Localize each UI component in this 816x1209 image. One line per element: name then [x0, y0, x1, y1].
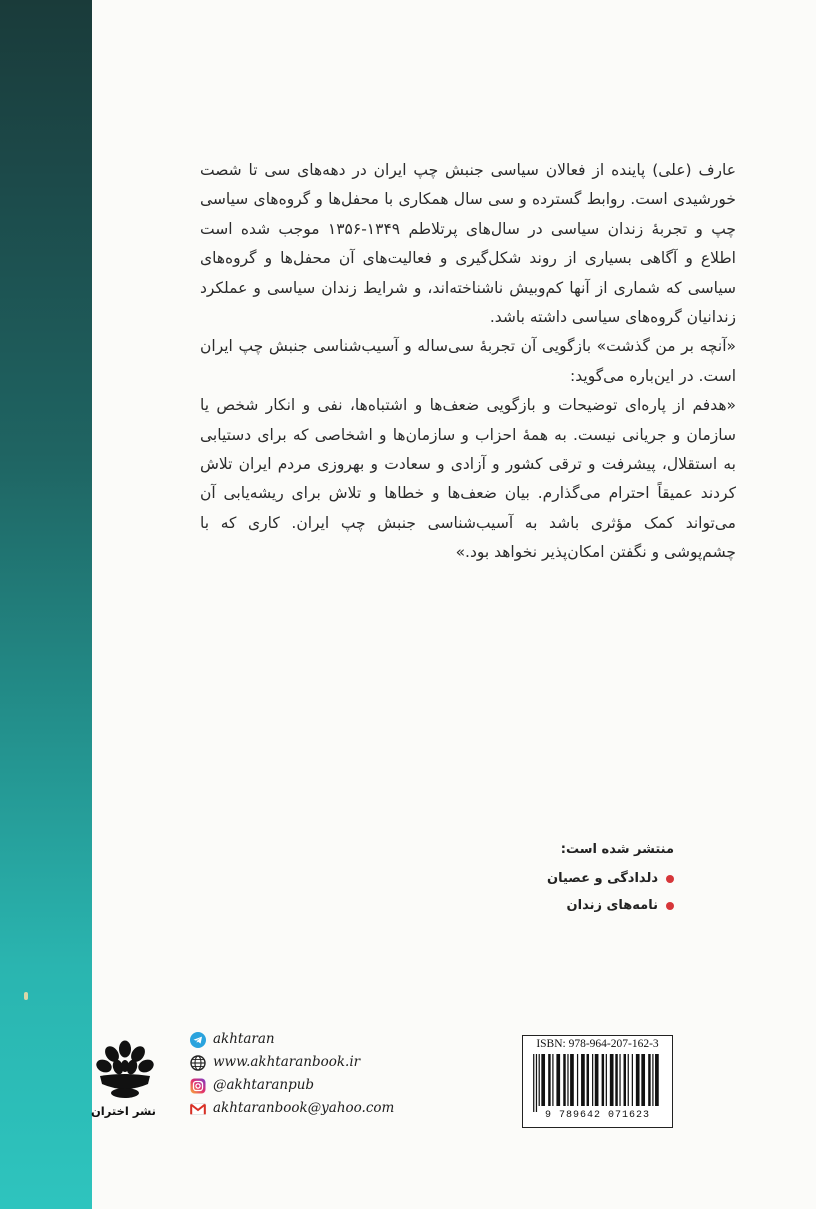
barcode-bar	[556, 1054, 560, 1106]
publisher-name: نشر اختران	[90, 1104, 156, 1118]
barcode-bars	[529, 1054, 666, 1112]
instagram-icon	[190, 1078, 206, 1094]
barcode-digits: 9 789642 071623	[544, 1110, 650, 1121]
isbn-label: ISBN: 978-964-207-162-3	[536, 1038, 659, 1050]
barcode-bar	[563, 1054, 565, 1106]
isbn-barcode	[522, 1035, 673, 1128]
shell-flower-logo-icon	[94, 1038, 156, 1102]
barcode-bar	[539, 1054, 540, 1106]
barcode-bar	[567, 1054, 568, 1106]
globe-icon	[190, 1055, 206, 1071]
contact-list	[190, 1028, 450, 1120]
contact-website[interactable]	[190, 1051, 450, 1074]
published-item-title: نامه‌های زندان	[566, 898, 658, 913]
barcode-bar	[577, 1054, 578, 1106]
barcode-bar	[619, 1054, 620, 1106]
barcode-bar	[610, 1054, 614, 1106]
barcode-bar	[548, 1054, 550, 1106]
bullet-icon	[666, 875, 674, 883]
barcode-bar	[533, 1054, 534, 1112]
blurb-quote: «هدفم از پاره‌ای توضیحات و بازگویی ضعف‌ها و اشتباه‌ها، نفی و انکار شخص یا سازمان و جریانی نیست. به همهٔ احزاب و سازمان‌ها و اشخاصی که برای دستیابی به استقلال، پیشرفت و ترقی کشور و آزادی و سعادت و بهروزی مردم ایران تلاش کردند عمیقاً احترام می‌گذارم. بیان ضعف‌ها و خطاها و تلاش برای ریشه‌یابی آن می‌تواند کمک مؤثری باشد به آسیب‌شناسی جنبش چپ ایران. کاری که با چشم‌پوشی و نگفتن امکان‌پذیر نخواهد بود.»	[200, 396, 736, 562]
barcode-bar	[581, 1054, 585, 1106]
barcode-bar	[628, 1054, 629, 1106]
contact-instagram[interactable]	[190, 1074, 450, 1097]
barcode-bar	[652, 1054, 653, 1106]
gmail-icon	[190, 1101, 206, 1117]
spine-mark	[24, 992, 28, 1000]
published-heading: منتشر شده است:	[560, 842, 674, 857]
contact-email[interactable]	[190, 1097, 450, 1120]
blurb-paragraph-2: «آنچه بر من گذشت» بازگویی آن تجربهٔ سی‌ساله و آسیب‌شناسی جنبش چپ ایران است. در این‌باره می‌گوید:	[200, 337, 736, 385]
barcode-bar	[632, 1054, 633, 1106]
barcode-bar	[552, 1054, 553, 1106]
barcode-bar	[595, 1054, 599, 1106]
barcode-bar	[570, 1054, 574, 1106]
contact-instagram-text: @akhtaranpub	[213, 1077, 315, 1093]
barcode-bar	[536, 1054, 537, 1112]
back-cover-blurb	[200, 156, 736, 568]
barcode-bar	[636, 1054, 640, 1106]
published-books	[414, 842, 674, 919]
barcode-bar	[641, 1054, 645, 1106]
spine-band	[0, 0, 92, 1209]
barcode-bar	[587, 1054, 589, 1106]
contact-telegram-text: akhtaran	[213, 1031, 275, 1047]
published-item	[414, 892, 674, 919]
contact-website-text: www.akhtaranbook.ir	[213, 1054, 361, 1070]
published-list	[414, 865, 674, 919]
publisher-logo	[90, 1038, 156, 1128]
blurb-paragraph-1: عارف (علی) پاینده از فعالان سیاسی جنبش چپ ایران در دهه‌های سی تا شصت خورشیدی است. روابط گسترده و سی سال همکاری با محفل‌ها و گروه‌های سیاسی چپ و تجربهٔ زندان سیاسی در سال‌های پرتلاطم ۱۳۴۹-۱۳۵۶ موجب شده است اطلاع و آگاهی بسیاری از روند شکل‌گیری و فعالیت‌های آن محفل‌ها و گروه‌های سیاسی که شماری از آنها کم‌وبیش ناشناخته‌اند، و شرایط زندان سیاسی و عملکرد زندانیان گروه‌های سیاسی داشته باشد.	[200, 161, 736, 327]
published-item	[414, 865, 674, 892]
telegram-icon	[190, 1032, 206, 1048]
contact-telegram[interactable]	[190, 1028, 450, 1051]
bullet-icon	[666, 902, 674, 910]
barcode-bar	[541, 1054, 545, 1106]
published-item-title: دلدادگی و عصیان	[546, 871, 658, 886]
barcode-bar	[592, 1054, 593, 1106]
barcode-bar	[655, 1054, 659, 1106]
barcode-bar	[615, 1054, 617, 1106]
barcode-bar	[602, 1054, 604, 1106]
contact-email-text: akhtaranbook@yahoo.com	[213, 1100, 395, 1116]
barcode-bar	[648, 1054, 650, 1106]
barcode-bar	[624, 1054, 626, 1106]
barcode-bar	[606, 1054, 607, 1106]
